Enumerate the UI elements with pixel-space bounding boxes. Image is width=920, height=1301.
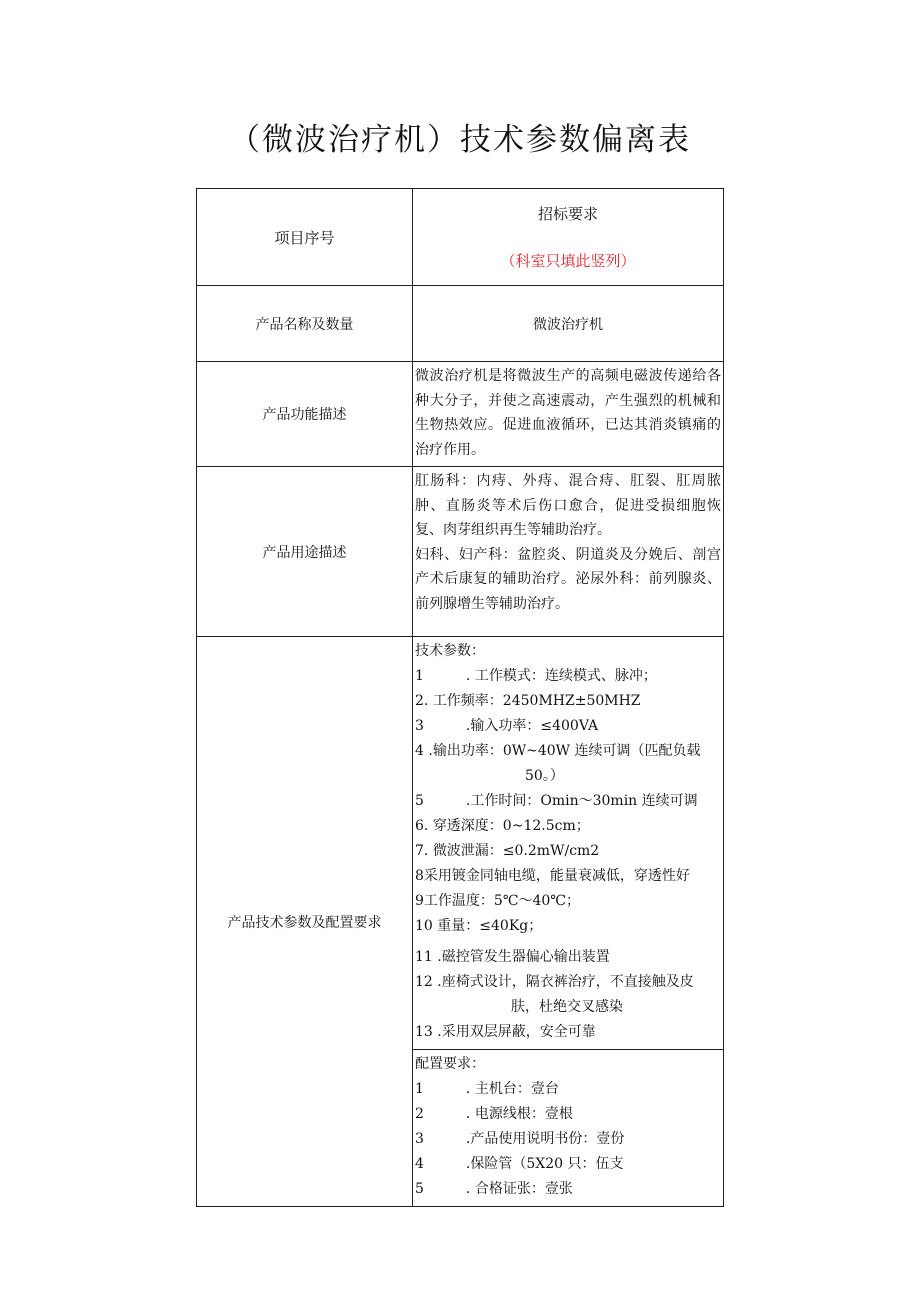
tech-item: 3 .输入功率：≤400VA [415, 718, 599, 734]
tech-item: 1 . 工作模式：连续模式、脉冲； [415, 668, 657, 684]
tech-item: 6. 穿透深度：0~12.5cm； [415, 818, 590, 834]
row-function [197, 362, 724, 467]
tech-item-continuation: 50。） [525, 768, 564, 784]
config-item: 4 .保险管（5X20 只：伍支 [415, 1156, 624, 1172]
config-item: 2 . 电源线根：壹根 [415, 1106, 573, 1122]
config-cell [413, 1050, 724, 1207]
row-label: 产品用途描述 [197, 467, 413, 637]
tech-item: 12 .座椅式设计，隔衣裤治疗，不直接触及皮 [415, 974, 694, 990]
tech-item: 7. 微波泄漏：≤0.2mW∕cm2 [415, 843, 600, 859]
tech-item-continuation: 肤，杜绝交叉感染 [511, 999, 623, 1015]
tech-item: 10 重量：≤40Kg； [415, 918, 543, 934]
tech-item: 4 .输出功率：0W~40W 连续可调（匹配负载 [415, 743, 701, 759]
row-product-name [197, 286, 724, 362]
usage-paragraph: 肛肠科：内痔、外痔、混合痔、肛裂、肛周脓肿、直肠炎等术后伤口愈合，促进受损细胞恢复、肉芽组织再生等辅助治疗。 [415, 473, 721, 538]
row-value: 微波治疗机是将微波生产的高频电磁波传递给各种大分子，并使之高速震动，产生强烈的机械和生物热效应。促进血液循环，已达其消炎镇痛的治疗作用。 [413, 362, 724, 467]
tech-heading: 技术参数： [415, 643, 485, 659]
usage-paragraph: 妇科、妇产科：盆腔炎、阴道炎及分娩后、剖宫产术后康复的辅助治疗。泌尿外科：前列腺炎、前列腺增生等辅助治疗。 [415, 546, 721, 612]
row-value [413, 467, 724, 637]
table-header-row [197, 189, 724, 286]
config-heading: 配置要求： [415, 1056, 485, 1072]
page-title: （微波治疗机）技术参数偏离表 [229, 122, 691, 158]
config-item: 3 .产品使用说明书份：壹份 [415, 1131, 625, 1147]
tech-item: 5 .工作时间：Omin～30min 连续可调 [415, 793, 698, 809]
tech-item: 8采用镀金同轴电缆，能量衰减低，穿透性好 [415, 868, 690, 884]
row-label: 产品技术参数及配置要求 [197, 637, 413, 1207]
tech-item: 9工作温度：5℃～40℃； [415, 893, 580, 909]
tech-item: 2. 工作频率：2450MHZ±50MHZ [415, 693, 641, 709]
header-item-no: 项目序号 [197, 189, 413, 286]
header-requirements-label: 招标要求 [537, 205, 598, 223]
header-requirements [413, 189, 724, 286]
tech-params-cell [413, 637, 724, 1050]
config-item: 1 . 主机台：壹台 [415, 1081, 559, 1097]
tech-item: 11 .磁控管发生器偏心输出装置 [415, 949, 610, 965]
header-note: （科室只填此竖列） [500, 252, 636, 270]
deviation-table [196, 188, 724, 1207]
tech-item: 13 .采用双层屏蔽，安全可靠 [415, 1024, 596, 1040]
row-usage [197, 467, 724, 637]
row-label: 产品功能描述 [197, 362, 413, 467]
row-label: 产品名称及数量 [197, 286, 413, 362]
config-item: 5 . 合格证张：壹张 [415, 1181, 573, 1197]
row-tech-params [197, 637, 724, 1050]
row-value: 微波治疗机 [413, 286, 724, 362]
